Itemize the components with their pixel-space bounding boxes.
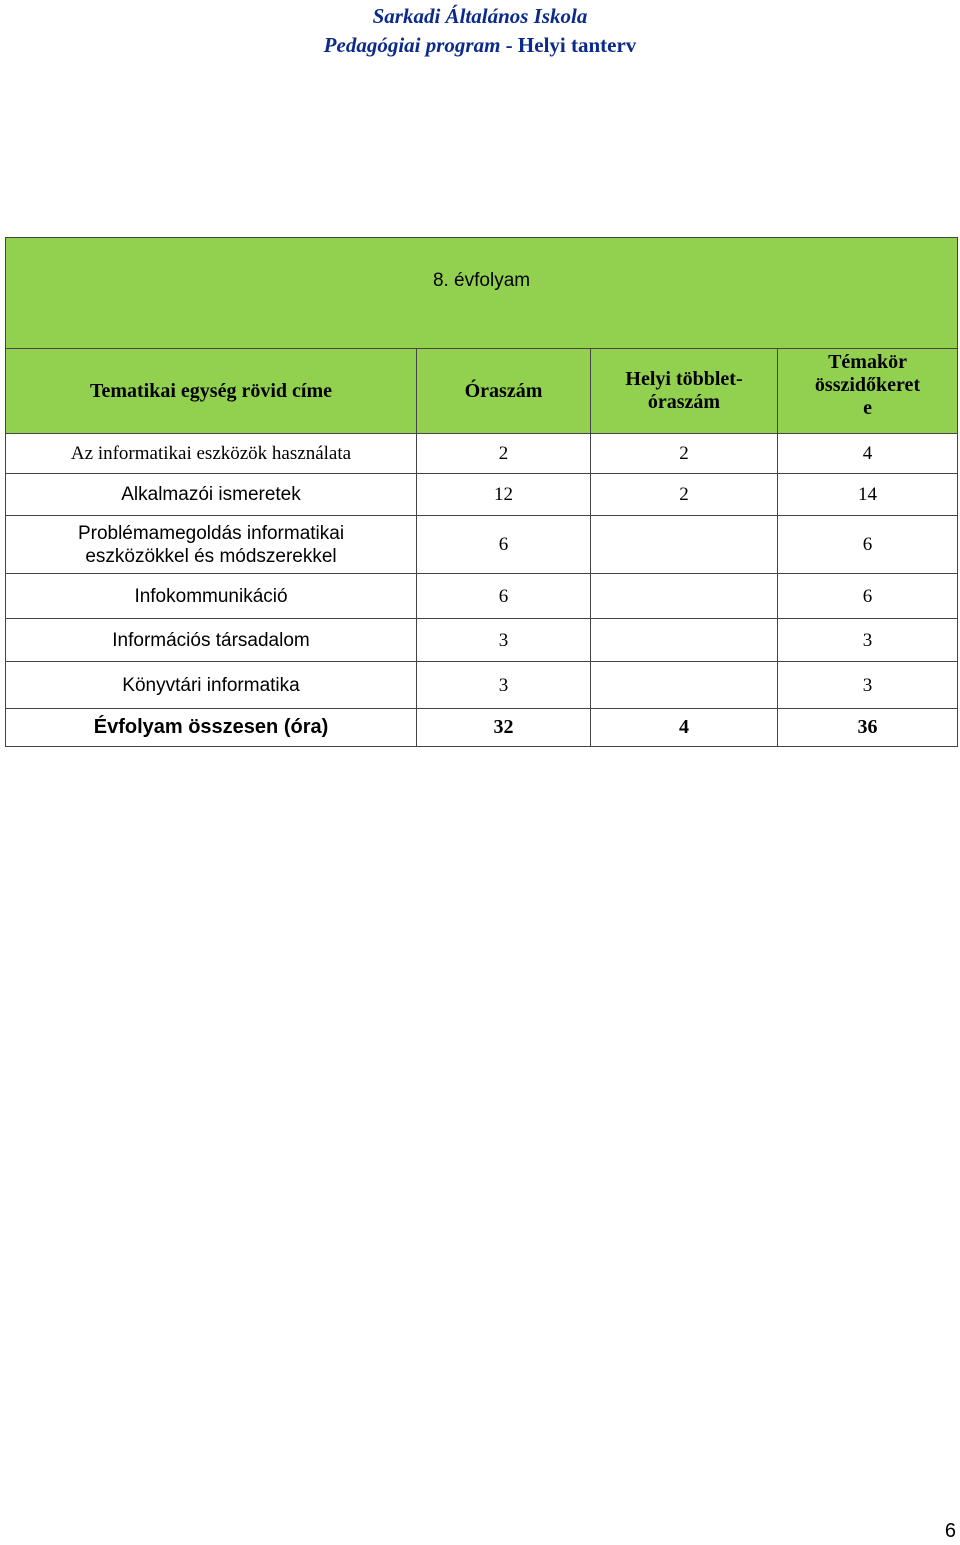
extra-hours-line1: Helyi többlet-	[625, 368, 743, 390]
extra-hours-line2: óraszám	[647, 391, 721, 413]
total-extra-hours: 4	[591, 709, 778, 747]
row-extra-hours	[591, 662, 778, 709]
table-row	[6, 434, 958, 474]
row-topic: Infokommunikáció	[6, 574, 417, 619]
row-total-hours: 3	[778, 662, 958, 709]
row-extra-hours: 2	[591, 434, 778, 474]
row-hours: 3	[417, 619, 591, 662]
row-topic: Alkalmazói ismeretek	[6, 474, 417, 516]
row-extra-hours	[591, 574, 778, 619]
table-row	[6, 574, 958, 619]
column-header-topic: Tematikai egység rövid címe	[6, 349, 417, 434]
table-total-row	[6, 709, 958, 747]
row-topic-line1: Problémamegoldás informatikai	[77, 522, 345, 544]
row-hours: 3	[417, 662, 591, 709]
column-header-hours: Óraszám	[417, 349, 591, 434]
column-header-total-hours	[778, 349, 958, 434]
total-hours-line1: Témakör	[828, 351, 907, 373]
document-subtitle	[0, 33, 960, 58]
column-header-extra-hours	[591, 349, 778, 434]
table-row	[6, 662, 958, 709]
total-overall-hours: 36	[778, 709, 958, 747]
program-name: Pedagógiai program	[323, 33, 501, 57]
row-total-hours: 3	[778, 619, 958, 662]
total-hours: 32	[417, 709, 591, 747]
row-extra-hours	[591, 619, 778, 662]
row-topic: Az informatikai eszközök használata	[6, 434, 417, 474]
curriculum-name: Helyi tanterv	[517, 33, 637, 57]
row-total-hours: 6	[778, 516, 958, 574]
curriculum-table	[5, 237, 958, 747]
row-hours: 6	[417, 574, 591, 619]
table-row	[6, 516, 958, 574]
row-extra-hours	[591, 516, 778, 574]
row-total-hours: 4	[778, 434, 958, 474]
row-total-hours: 6	[778, 574, 958, 619]
row-hours: 2	[417, 434, 591, 474]
school-name: Sarkadi Általános Iskola	[372, 4, 588, 28]
total-label: Évfolyam összesen (óra)	[6, 709, 417, 747]
header-separator: -	[500, 33, 518, 57]
row-hours: 12	[417, 474, 591, 516]
row-topic	[6, 516, 417, 574]
table-row	[6, 619, 958, 662]
row-topic: Információs társadalom	[6, 619, 417, 662]
row-topic: Könyvtári informatika	[6, 662, 417, 709]
row-hours: 6	[417, 516, 591, 574]
row-topic-line2: eszközökkel és módszerekkel	[85, 545, 337, 567]
row-total-hours: 14	[778, 474, 958, 516]
total-hours-line2: összidőkeret	[814, 374, 921, 396]
total-hours-line3: e	[863, 397, 872, 419]
page-number: 6	[944, 1520, 956, 1542]
row-extra-hours: 2	[591, 474, 778, 516]
table-row	[6, 474, 958, 516]
grade-title: 8. évfolyam	[6, 238, 958, 349]
table-header-row	[6, 349, 958, 434]
